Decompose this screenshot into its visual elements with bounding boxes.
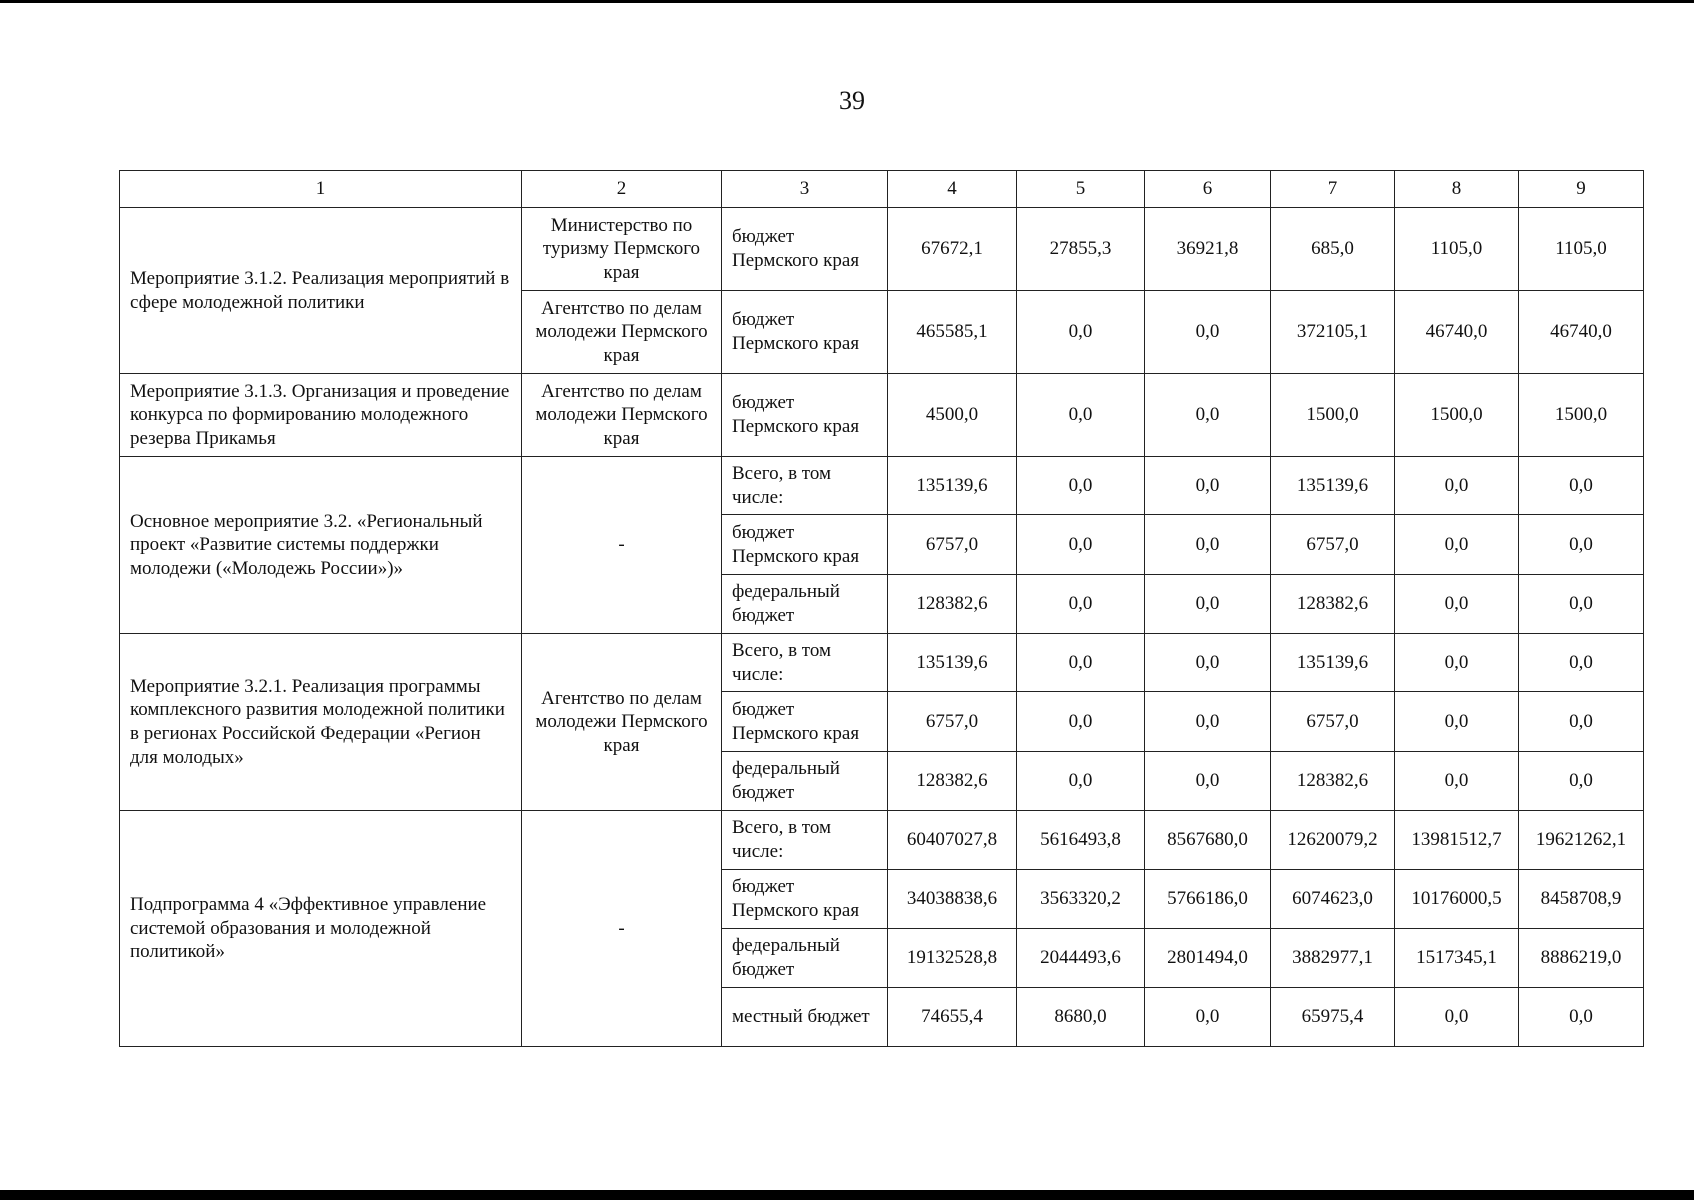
value-cell: 0,0 (1519, 457, 1644, 515)
scan-edge-bottom (0, 1190, 1694, 1200)
page-number: 39 (839, 86, 865, 115)
item-name-cell: Мероприятие 3.2.1. Реализация программы комплексного развития молодежной политики в регионах Российской Федерации «Регион для молодых» (120, 634, 522, 811)
value-cell: 0,0 (1395, 634, 1519, 692)
value-cell: 0,0 (1145, 692, 1271, 752)
funding-source-cell: Всего, в том числе: (722, 811, 888, 870)
value-cell: 6757,0 (1271, 515, 1395, 575)
budget-table (119, 170, 1644, 1047)
value-cell: 19132528,8 (888, 929, 1017, 988)
item-name-cell: Основное мероприятие 3.2. «Региональный проект «Развитие системы поддержки молодежи («Молодежь России»)» (120, 457, 522, 634)
executor-cell: - (522, 457, 722, 634)
value-cell: 19621262,1 (1519, 811, 1644, 870)
table-row (120, 811, 1644, 870)
funding-source-cell: бюджет Пермского края (722, 692, 888, 752)
value-cell: 0,0 (1145, 634, 1271, 692)
funding-source-cell: бюджет Пермского края (722, 208, 888, 291)
header-cell: 7 (1271, 171, 1395, 208)
header-cell: 4 (888, 171, 1017, 208)
value-cell: 3563320,2 (1017, 870, 1145, 929)
value-cell: 128382,6 (888, 575, 1017, 634)
header-cell: 5 (1017, 171, 1145, 208)
value-cell: 128382,6 (1271, 575, 1395, 634)
value-cell: 0,0 (1395, 515, 1519, 575)
value-cell: 135139,6 (888, 457, 1017, 515)
value-cell: 0,0 (1145, 457, 1271, 515)
item-name-cell: Мероприятие 3.1.2. Реализация мероприятий в сфере молодежной политики (120, 208, 522, 374)
value-cell: 0,0 (1017, 692, 1145, 752)
value-cell: 465585,1 (888, 291, 1017, 374)
value-cell: 5616493,8 (1017, 811, 1145, 870)
item-name-cell: Подпрограмма 4 «Эффективное управление системой образования и молодежной политикой» (120, 811, 522, 1047)
header-cell: 3 (722, 171, 888, 208)
value-cell: 6757,0 (888, 692, 1017, 752)
value-cell: 0,0 (1017, 515, 1145, 575)
executor-cell: Агентство по делам молодежи Пермского края (522, 291, 722, 374)
table-row (120, 208, 1644, 291)
value-cell: 0,0 (1519, 988, 1644, 1047)
value-cell: 1500,0 (1271, 374, 1395, 457)
table-row (120, 374, 1644, 457)
funding-source-cell: бюджет Пермского края (722, 870, 888, 929)
funding-source-cell: федеральный бюджет (722, 752, 888, 811)
value-cell: 0,0 (1145, 988, 1271, 1047)
value-cell: 8886219,0 (1519, 929, 1644, 988)
value-cell: 6757,0 (888, 515, 1017, 575)
value-cell: 135139,6 (1271, 634, 1395, 692)
table-row (120, 457, 1644, 515)
value-cell: 0,0 (1017, 575, 1145, 634)
value-cell: 372105,1 (1271, 291, 1395, 374)
header-cell: 1 (120, 171, 522, 208)
header-cell: 9 (1519, 171, 1644, 208)
value-cell: 4500,0 (888, 374, 1017, 457)
header-cell: 6 (1145, 171, 1271, 208)
value-cell: 1500,0 (1395, 374, 1519, 457)
value-cell: 1105,0 (1395, 208, 1519, 291)
value-cell: 0,0 (1017, 291, 1145, 374)
value-cell: 1500,0 (1519, 374, 1644, 457)
value-cell: 46740,0 (1519, 291, 1644, 374)
value-cell: 135139,6 (1271, 457, 1395, 515)
value-cell: 1517345,1 (1395, 929, 1519, 988)
funding-source-cell: бюджет Пермского края (722, 374, 888, 457)
value-cell: 6074623,0 (1271, 870, 1395, 929)
executor-cell: Министерство по туризму Пермского края (522, 208, 722, 291)
value-cell: 128382,6 (888, 752, 1017, 811)
value-cell: 8680,0 (1017, 988, 1145, 1047)
funding-source-cell: федеральный бюджет (722, 929, 888, 988)
value-cell: 2801494,0 (1145, 929, 1271, 988)
item-name-cell: Мероприятие 3.1.3. Организация и проведение конкурса по формированию молодежного резерва Прикамья (120, 374, 522, 457)
value-cell: 12620079,2 (1271, 811, 1395, 870)
value-cell: 0,0 (1395, 752, 1519, 811)
value-cell: 0,0 (1145, 752, 1271, 811)
executor-cell: Агентство по делам молодежи Пермского края (522, 634, 722, 811)
value-cell: 0,0 (1395, 457, 1519, 515)
value-cell: 685,0 (1271, 208, 1395, 291)
funding-source-cell: бюджет Пермского края (722, 515, 888, 575)
executor-cell: Агентство по делам молодежи Пермского края (522, 374, 722, 457)
value-cell: 34038838,6 (888, 870, 1017, 929)
value-cell: 0,0 (1145, 291, 1271, 374)
table-row (120, 634, 1644, 692)
value-cell: 0,0 (1519, 575, 1644, 634)
value-cell: 0,0 (1519, 692, 1644, 752)
value-cell: 0,0 (1017, 634, 1145, 692)
value-cell: 135139,6 (888, 634, 1017, 692)
value-cell: 0,0 (1145, 515, 1271, 575)
value-cell: 0,0 (1395, 575, 1519, 634)
value-cell: 3882977,1 (1271, 929, 1395, 988)
value-cell: 0,0 (1145, 374, 1271, 457)
value-cell: 10176000,5 (1395, 870, 1519, 929)
value-cell: 0,0 (1017, 374, 1145, 457)
value-cell: 0,0 (1395, 988, 1519, 1047)
funding-source-cell: федеральный бюджет (722, 575, 888, 634)
value-cell: 0,0 (1145, 575, 1271, 634)
scan-edge-top (0, 0, 1694, 3)
value-cell: 74655,4 (888, 988, 1017, 1047)
value-cell: 46740,0 (1395, 291, 1519, 374)
value-cell: 0,0 (1519, 515, 1644, 575)
funding-source-cell: Всего, в том числе: (722, 457, 888, 515)
value-cell: 0,0 (1519, 634, 1644, 692)
value-cell: 0,0 (1017, 457, 1145, 515)
value-cell: 13981512,7 (1395, 811, 1519, 870)
funding-source-cell: местный бюджет (722, 988, 888, 1047)
value-cell: 5766186,0 (1145, 870, 1271, 929)
value-cell: 60407027,8 (888, 811, 1017, 870)
value-cell: 0,0 (1395, 692, 1519, 752)
funding-source-cell: Всего, в том числе: (722, 634, 888, 692)
value-cell: 6757,0 (1271, 692, 1395, 752)
value-cell: 128382,6 (1271, 752, 1395, 811)
value-cell: 0,0 (1017, 752, 1145, 811)
header-row (120, 171, 1644, 208)
executor-cell: - (522, 811, 722, 1047)
value-cell: 67672,1 (888, 208, 1017, 291)
value-cell: 27855,3 (1017, 208, 1145, 291)
value-cell: 2044493,6 (1017, 929, 1145, 988)
header-cell: 2 (522, 171, 722, 208)
value-cell: 8458708,9 (1519, 870, 1644, 929)
table-body (120, 171, 1644, 1047)
value-cell: 36921,8 (1145, 208, 1271, 291)
value-cell: 8567680,0 (1145, 811, 1271, 870)
value-cell: 65975,4 (1271, 988, 1395, 1047)
value-cell: 1105,0 (1519, 208, 1644, 291)
funding-source-cell: бюджет Пермского края (722, 291, 888, 374)
header-cell: 8 (1395, 171, 1519, 208)
value-cell: 0,0 (1519, 752, 1644, 811)
